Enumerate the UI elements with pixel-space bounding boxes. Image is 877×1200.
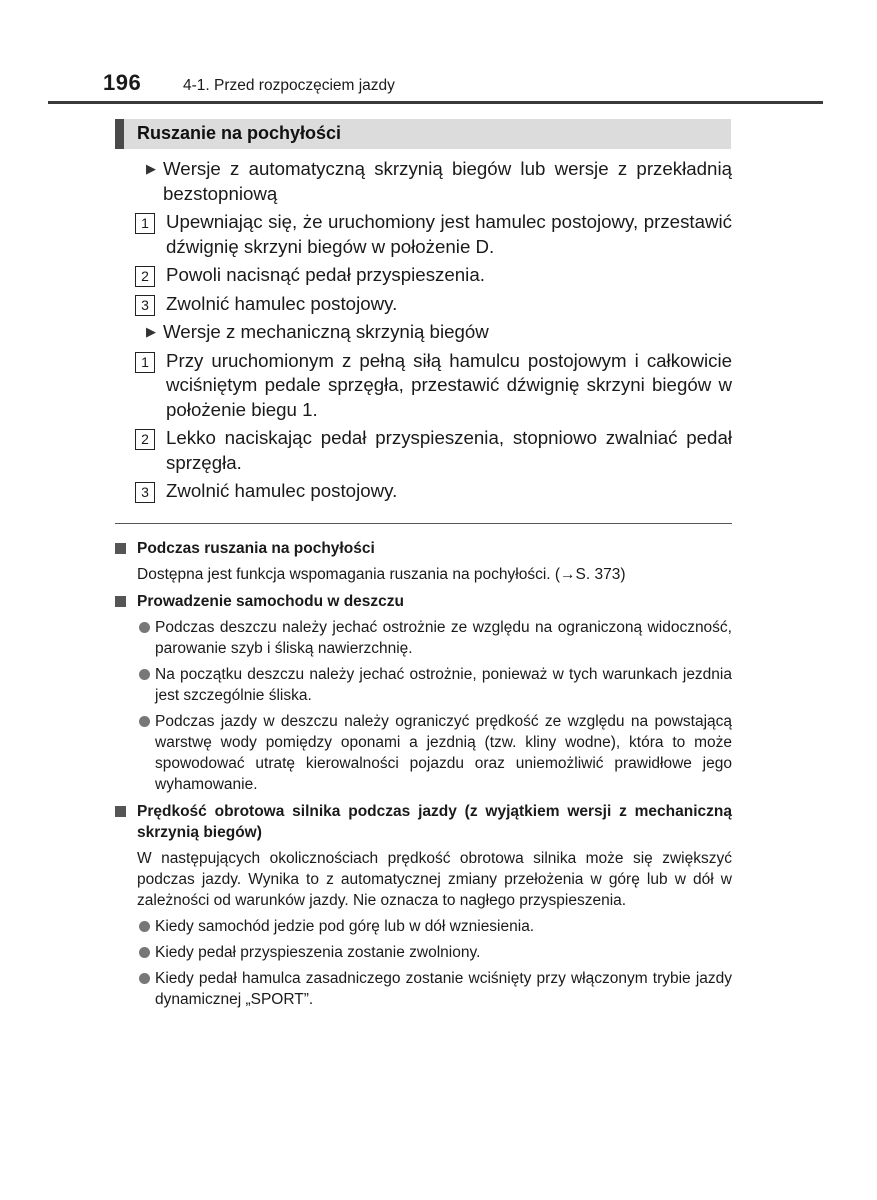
note-heading-text: Podczas ruszania na pochyłości <box>137 540 375 557</box>
circle-bullet-icon <box>139 669 150 680</box>
notes-section <box>115 532 732 1010</box>
triangle-right-icon: ▶ <box>146 161 156 176</box>
bullet-text: Kiedy samochód jedzie pod górę lub w dół wzniesienia. <box>155 918 535 935</box>
step-number: 1 <box>135 352 155 373</box>
variant-manual <box>135 320 732 345</box>
bullet-item <box>115 711 732 795</box>
step <box>135 349 732 423</box>
step-text: Zwolnić hamulec postojowy. <box>166 292 398 314</box>
bullet-item <box>115 968 732 1010</box>
bullet-text: Kiedy pedał hamulca zasadniczego zostanie wciśnięty przy włączonym trybie jazdy dynamicznej „SPORT”. <box>155 970 732 1008</box>
square-bullet-icon <box>115 543 126 554</box>
bullet-item <box>115 617 732 659</box>
step-text: Powoli nacisnąć pedał przyspieszenia. <box>166 264 485 285</box>
step <box>135 426 732 475</box>
section-divider <box>115 523 732 524</box>
step-text: Lekko naciskając pedał przyspieszenia, stopniowo zwalniać pedał sprzęgła. <box>166 427 732 473</box>
step <box>135 292 732 317</box>
note-heading <box>115 801 732 843</box>
note-text: W następujących okolicznościach prędkość obrotowa silnika może się zwiększyć podczas jazdy. Wynika to z automatycznej zmiany przełożenia w górę lub w dół w zależności od warunków jazdy. Nie oznacza to nagłego przyspieszenia. <box>137 850 732 909</box>
page-number: 196 <box>103 70 142 95</box>
bullet-item <box>115 664 732 706</box>
section-title: Ruszanie na pochyłości <box>137 123 342 143</box>
step-text: Przy uruchomionym z pełną siłą hamulcu postojowym i całkowicie wciśniętym pedale sprzęgła, przestawić dźwignię skrzyni biegów w położenie biegu 1. <box>166 349 732 420</box>
variant-label: Wersje z mechaniczną skrzynią biegów <box>163 321 489 342</box>
step-text: Zwolnić hamulec postojowy. <box>166 480 398 501</box>
step <box>135 263 732 288</box>
note-heading-text: Prowadzenie samochodu w deszczu <box>137 593 405 610</box>
circle-bullet-icon <box>139 921 150 932</box>
step <box>135 210 732 259</box>
bullet-text: Podczas jazdy w deszczu należy ograniczyć prędkość ze względu na powstającą warstwę wody pomiędzy oponami a jezdnią (tzw. kliny wodne), która to może spowodować utratę kierowalności pojazdu oraz uniemożliwić prawidłowe jego wyhamowanie. <box>155 713 732 793</box>
step-number: 2 <box>135 266 155 287</box>
circle-bullet-icon <box>139 947 150 958</box>
step-number: 1 <box>135 213 155 234</box>
note-text: Dostępna jest funkcja wspomagania ruszania na pochyłości. (→S. 373) <box>137 566 626 583</box>
note-heading <box>115 538 732 559</box>
variant-automatic <box>135 157 732 206</box>
note-heading-text: Prędkość obrotowa silnika podczas jazdy (z wyjątkiem wersji z mechaniczną skrzynią biegów) <box>137 803 732 841</box>
main-instructions <box>135 157 732 508</box>
circle-bullet-icon <box>139 716 150 727</box>
variant-label: Wersje z automatyczną skrzynią biegów lub wersje z przekładnią bezstopniową <box>163 158 732 204</box>
step-text: Upewniając się, że uruchomiony jest hamulec postojowy, przestawić dźwignię skrzyni biegów w położenie D. <box>166 211 732 257</box>
bullet-text: Kiedy pedał przyspieszenia zostanie zwolniony. <box>155 944 481 961</box>
bullet-text: Na początku deszczu należy jechać ostrożnie, ponieważ w tych warunkach jezdnia jest szczególnie śliska. <box>155 666 732 704</box>
step-number: 3 <box>135 295 155 316</box>
step-number: 2 <box>135 429 155 450</box>
circle-bullet-icon <box>139 622 150 633</box>
bullet-text: Podczas deszczu należy jechać ostrożnie ze względu na ograniczoną widoczność, parowanie szyb i śliską nawierzchnię. <box>155 619 732 657</box>
note-heading <box>115 591 732 612</box>
square-bullet-icon <box>115 596 126 607</box>
step <box>135 479 732 504</box>
triangle-right-icon: ▶ <box>146 324 156 339</box>
section-title-bar <box>115 119 731 149</box>
header-rule <box>48 101 823 104</box>
bullet-item <box>115 942 732 963</box>
chapter-title: 4-1. Przed rozpoczęciem jazdy <box>183 77 395 94</box>
step-number: 3 <box>135 482 155 503</box>
bullet-item <box>115 916 732 937</box>
circle-bullet-icon <box>139 973 150 984</box>
square-bullet-icon <box>115 806 126 817</box>
